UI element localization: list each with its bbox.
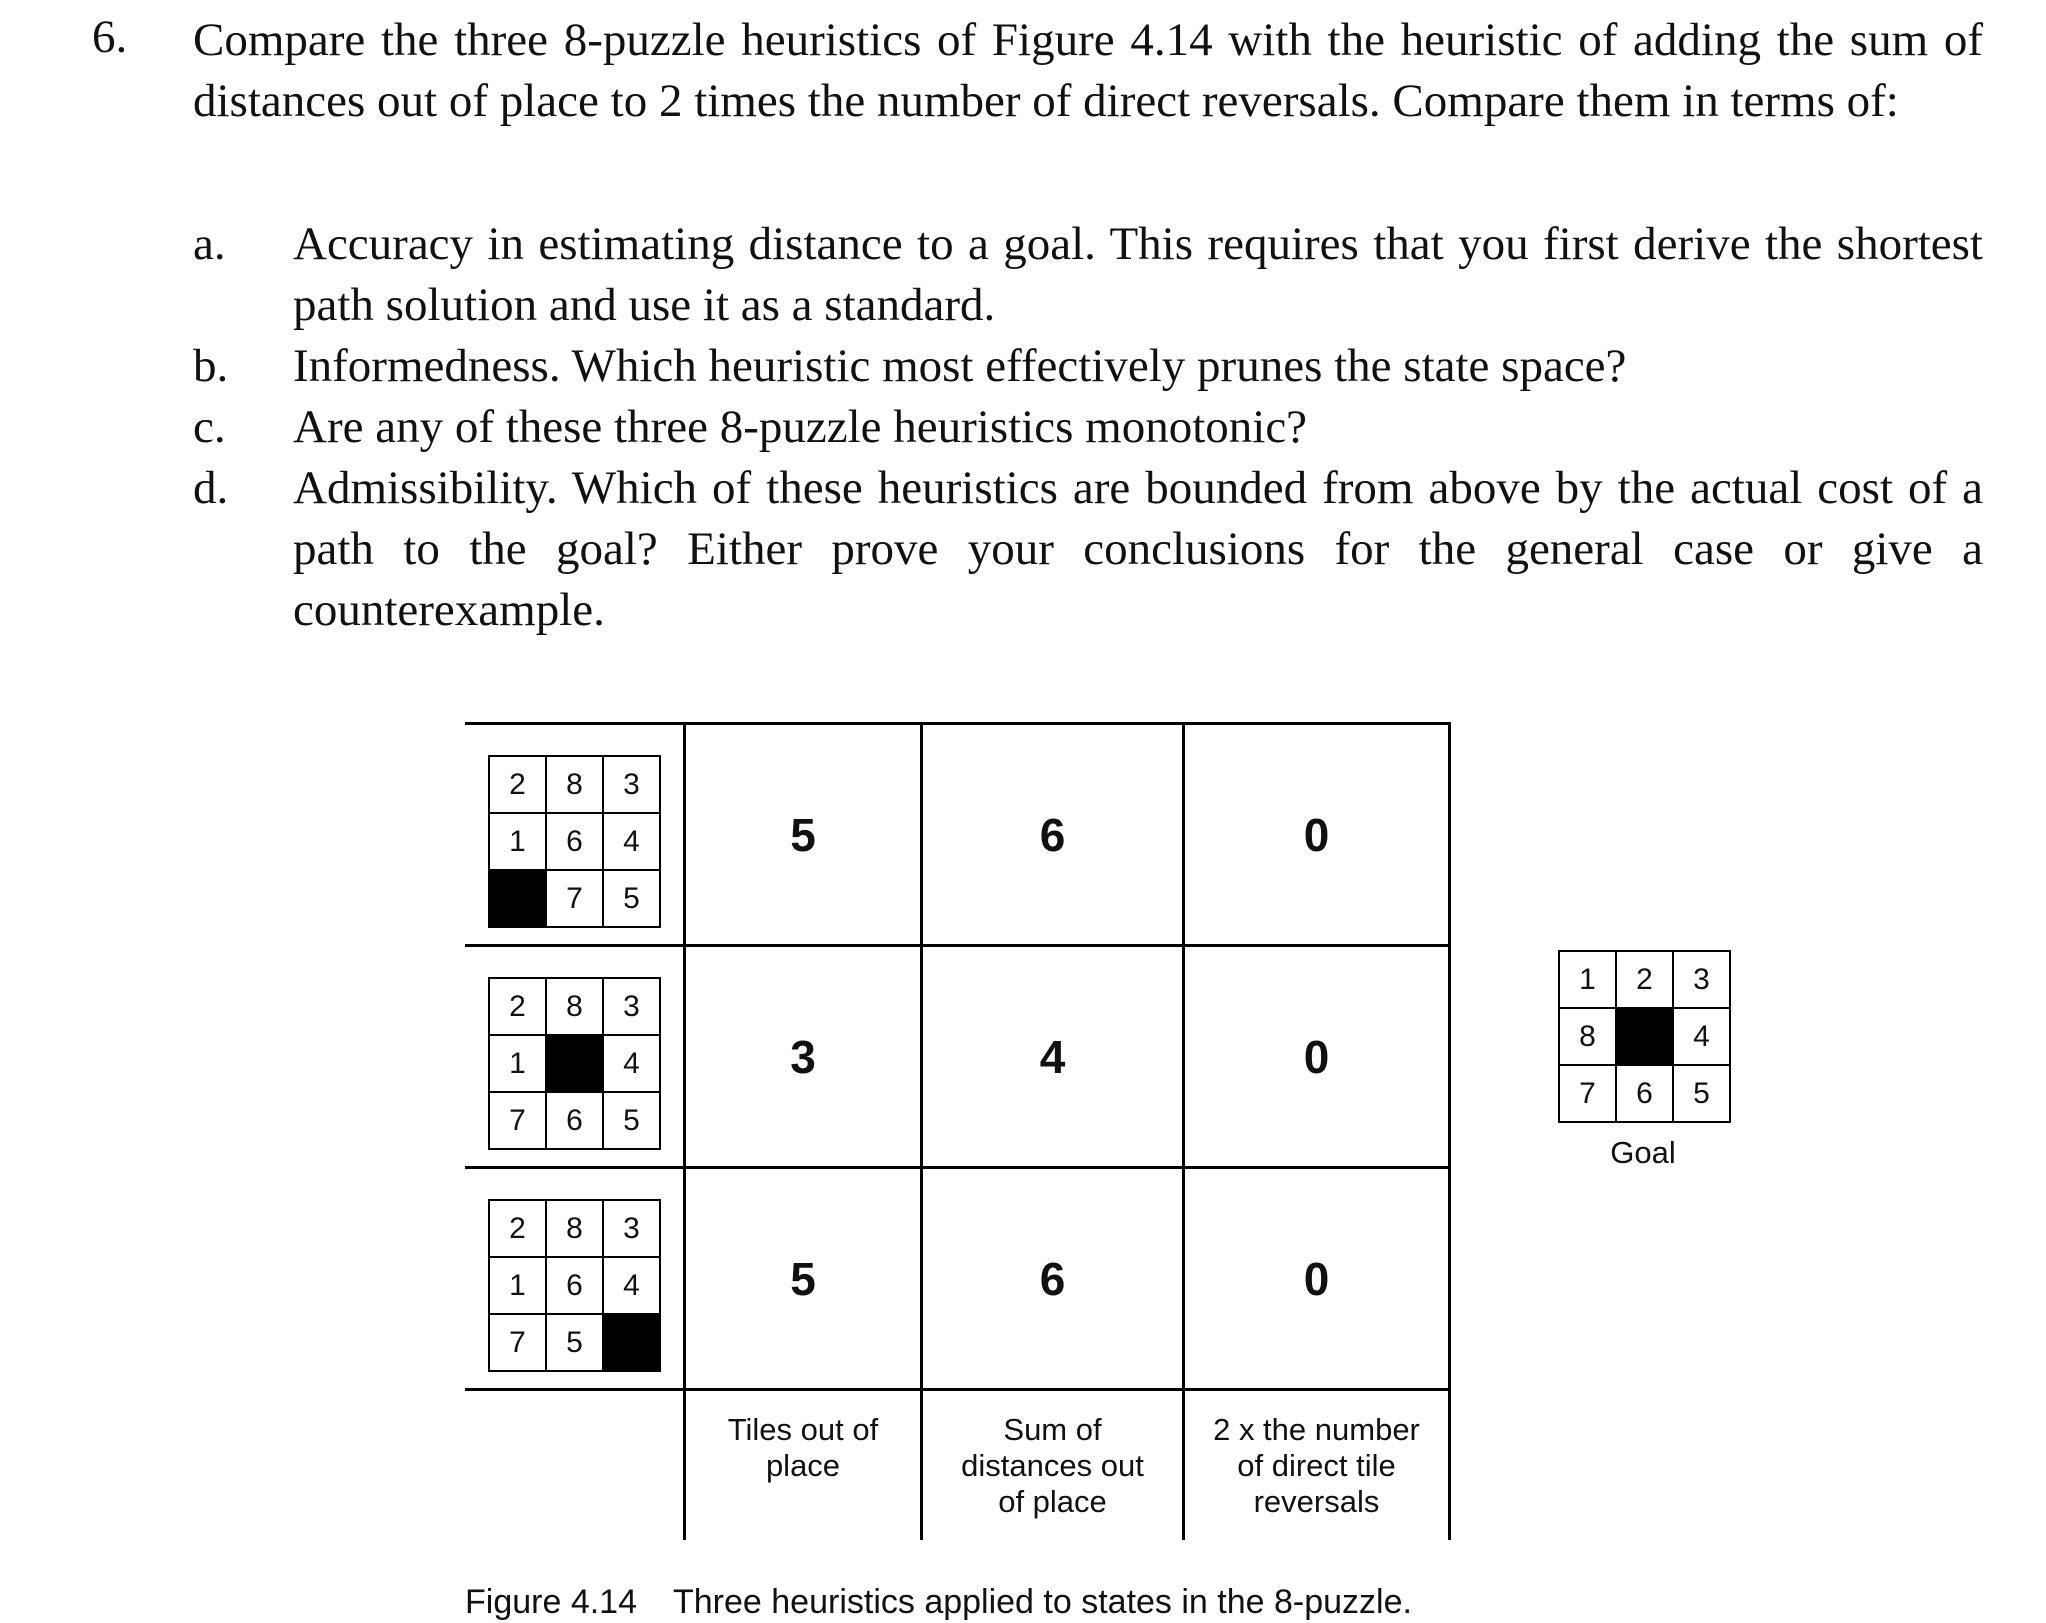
subpart-text: Are any of these three 8-puzzle heuristics monotonic? [293, 401, 1308, 453]
sum-of-distances-value: 6 [1039, 1253, 1066, 1305]
puzzle-tile: 4 [604, 814, 659, 869]
puzzle-tile: 7 [547, 871, 602, 926]
puzzle-state-1 [488, 755, 661, 928]
puzzle-tile: 7 [490, 1093, 545, 1148]
subpart-text: Informedness. Which heuristic most effectively prunes the state space? [293, 340, 1627, 392]
figure-caption [465, 1583, 1412, 1622]
puzzle-tile: 1 [1560, 952, 1615, 1007]
subpart-letter: d. [193, 462, 229, 514]
sum-of-distances-value: 4 [1039, 1031, 1066, 1083]
caption-line: 2 x the number [1213, 1412, 1420, 1447]
blank-tile [547, 1036, 602, 1091]
caption-line: of place [998, 1484, 1107, 1519]
puzzle-tile: 3 [604, 979, 659, 1034]
column-caption-tiles [686, 1412, 920, 1484]
puzzle-tile: 5 [1674, 1066, 1729, 1121]
figure-4-14-table [465, 722, 1451, 1540]
puzzle-tile: 8 [547, 979, 602, 1034]
caption-line: of direct tile [1237, 1448, 1396, 1483]
caption-line: distances out [961, 1448, 1144, 1483]
puzzle-tile: 7 [490, 1315, 545, 1370]
tiles-out-of-place-value: 5 [790, 1253, 816, 1305]
subpart-text: Accuracy in estimating distance to a goal. This requires that you first derive the shortest path solution and use it as a standard. [293, 218, 1983, 331]
puzzle-tile: 2 [490, 979, 545, 1034]
puzzle-tile: 5 [604, 871, 659, 926]
direct-reversals-value: 0 [1303, 1031, 1330, 1083]
puzzle-tile: 6 [547, 814, 602, 869]
caption-line: Sum of [1003, 1412, 1102, 1447]
puzzle-tile: 1 [490, 1258, 545, 1313]
direct-reversals-value: 0 [1303, 1253, 1330, 1305]
tiles-out-of-place-value: 5 [790, 809, 816, 861]
puzzle-tile: 2 [490, 1201, 545, 1256]
puzzle-tile: 1 [490, 1036, 545, 1091]
caption-line: reversals [1253, 1484, 1380, 1519]
figure-caption-text: Three heuristics applied to states in the 8-puzzle. [673, 1583, 1412, 1621]
puzzle-tile: 2 [1617, 952, 1672, 1007]
puzzle-tile: 4 [604, 1258, 659, 1313]
puzzle-tile: 8 [1560, 1009, 1615, 1064]
table-rule [465, 944, 1451, 947]
puzzle-tile: 4 [604, 1036, 659, 1091]
puzzle-tile: 3 [604, 1201, 659, 1256]
table-rule [465, 1388, 1451, 1391]
puzzle-tile: 3 [604, 757, 659, 812]
table-rule [465, 722, 1451, 725]
table-rule [465, 1166, 1451, 1169]
subpart-letter: c. [193, 401, 226, 453]
puzzle-tile: 5 [604, 1093, 659, 1148]
puzzle-tile: 7 [1560, 1066, 1615, 1121]
blank-tile [1617, 1009, 1672, 1064]
puzzle-tile: 3 [1674, 952, 1729, 1007]
puzzle-tile: 8 [547, 1201, 602, 1256]
sum-of-distances-value: 6 [1039, 809, 1066, 861]
table-rule [1448, 722, 1451, 1540]
blank-tile [490, 871, 545, 926]
subpart-text: Admissibility. Which of these heuristics are bounded from above by the actual cost of a path to the goal? Either prove your conclusions for the general case or give a counterexample. [293, 462, 1983, 636]
goal-puzzle-state [1558, 950, 1731, 1123]
puzzle-tile: 5 [547, 1315, 602, 1370]
column-caption-distances [923, 1412, 1182, 1520]
caption-line: place [765, 1448, 841, 1483]
question-text: Compare the three 8-puzzle heuristics of Figure 4.14 with the heuristic of adding the sum of distances out of place to 2 times the number of direct reversals. Compare them in terms of: [193, 14, 1983, 127]
puzzle-tile: 6 [547, 1093, 602, 1148]
puzzle-tile: 6 [1617, 1066, 1672, 1121]
question-number: 6. [92, 11, 128, 63]
figure-caption-label: Figure 4.14 [465, 1583, 637, 1621]
puzzle-tile: 4 [1674, 1009, 1729, 1064]
puzzle-tile: 1 [490, 814, 545, 869]
puzzle-tile: 8 [547, 757, 602, 812]
blank-tile [604, 1315, 659, 1370]
puzzle-tile: 2 [490, 757, 545, 812]
tiles-out-of-place-value: 3 [790, 1031, 816, 1083]
column-caption-reversals [1185, 1412, 1448, 1520]
puzzle-state-2 [488, 977, 661, 1150]
puzzle-state-3 [488, 1199, 661, 1372]
subpart-letter: a. [193, 218, 226, 270]
goal-label: Goal [1610, 1135, 1676, 1170]
caption-line: Tiles out of [727, 1412, 879, 1447]
direct-reversals-value: 0 [1303, 809, 1330, 861]
subpart-letter: b. [193, 340, 229, 392]
puzzle-tile: 6 [547, 1258, 602, 1313]
